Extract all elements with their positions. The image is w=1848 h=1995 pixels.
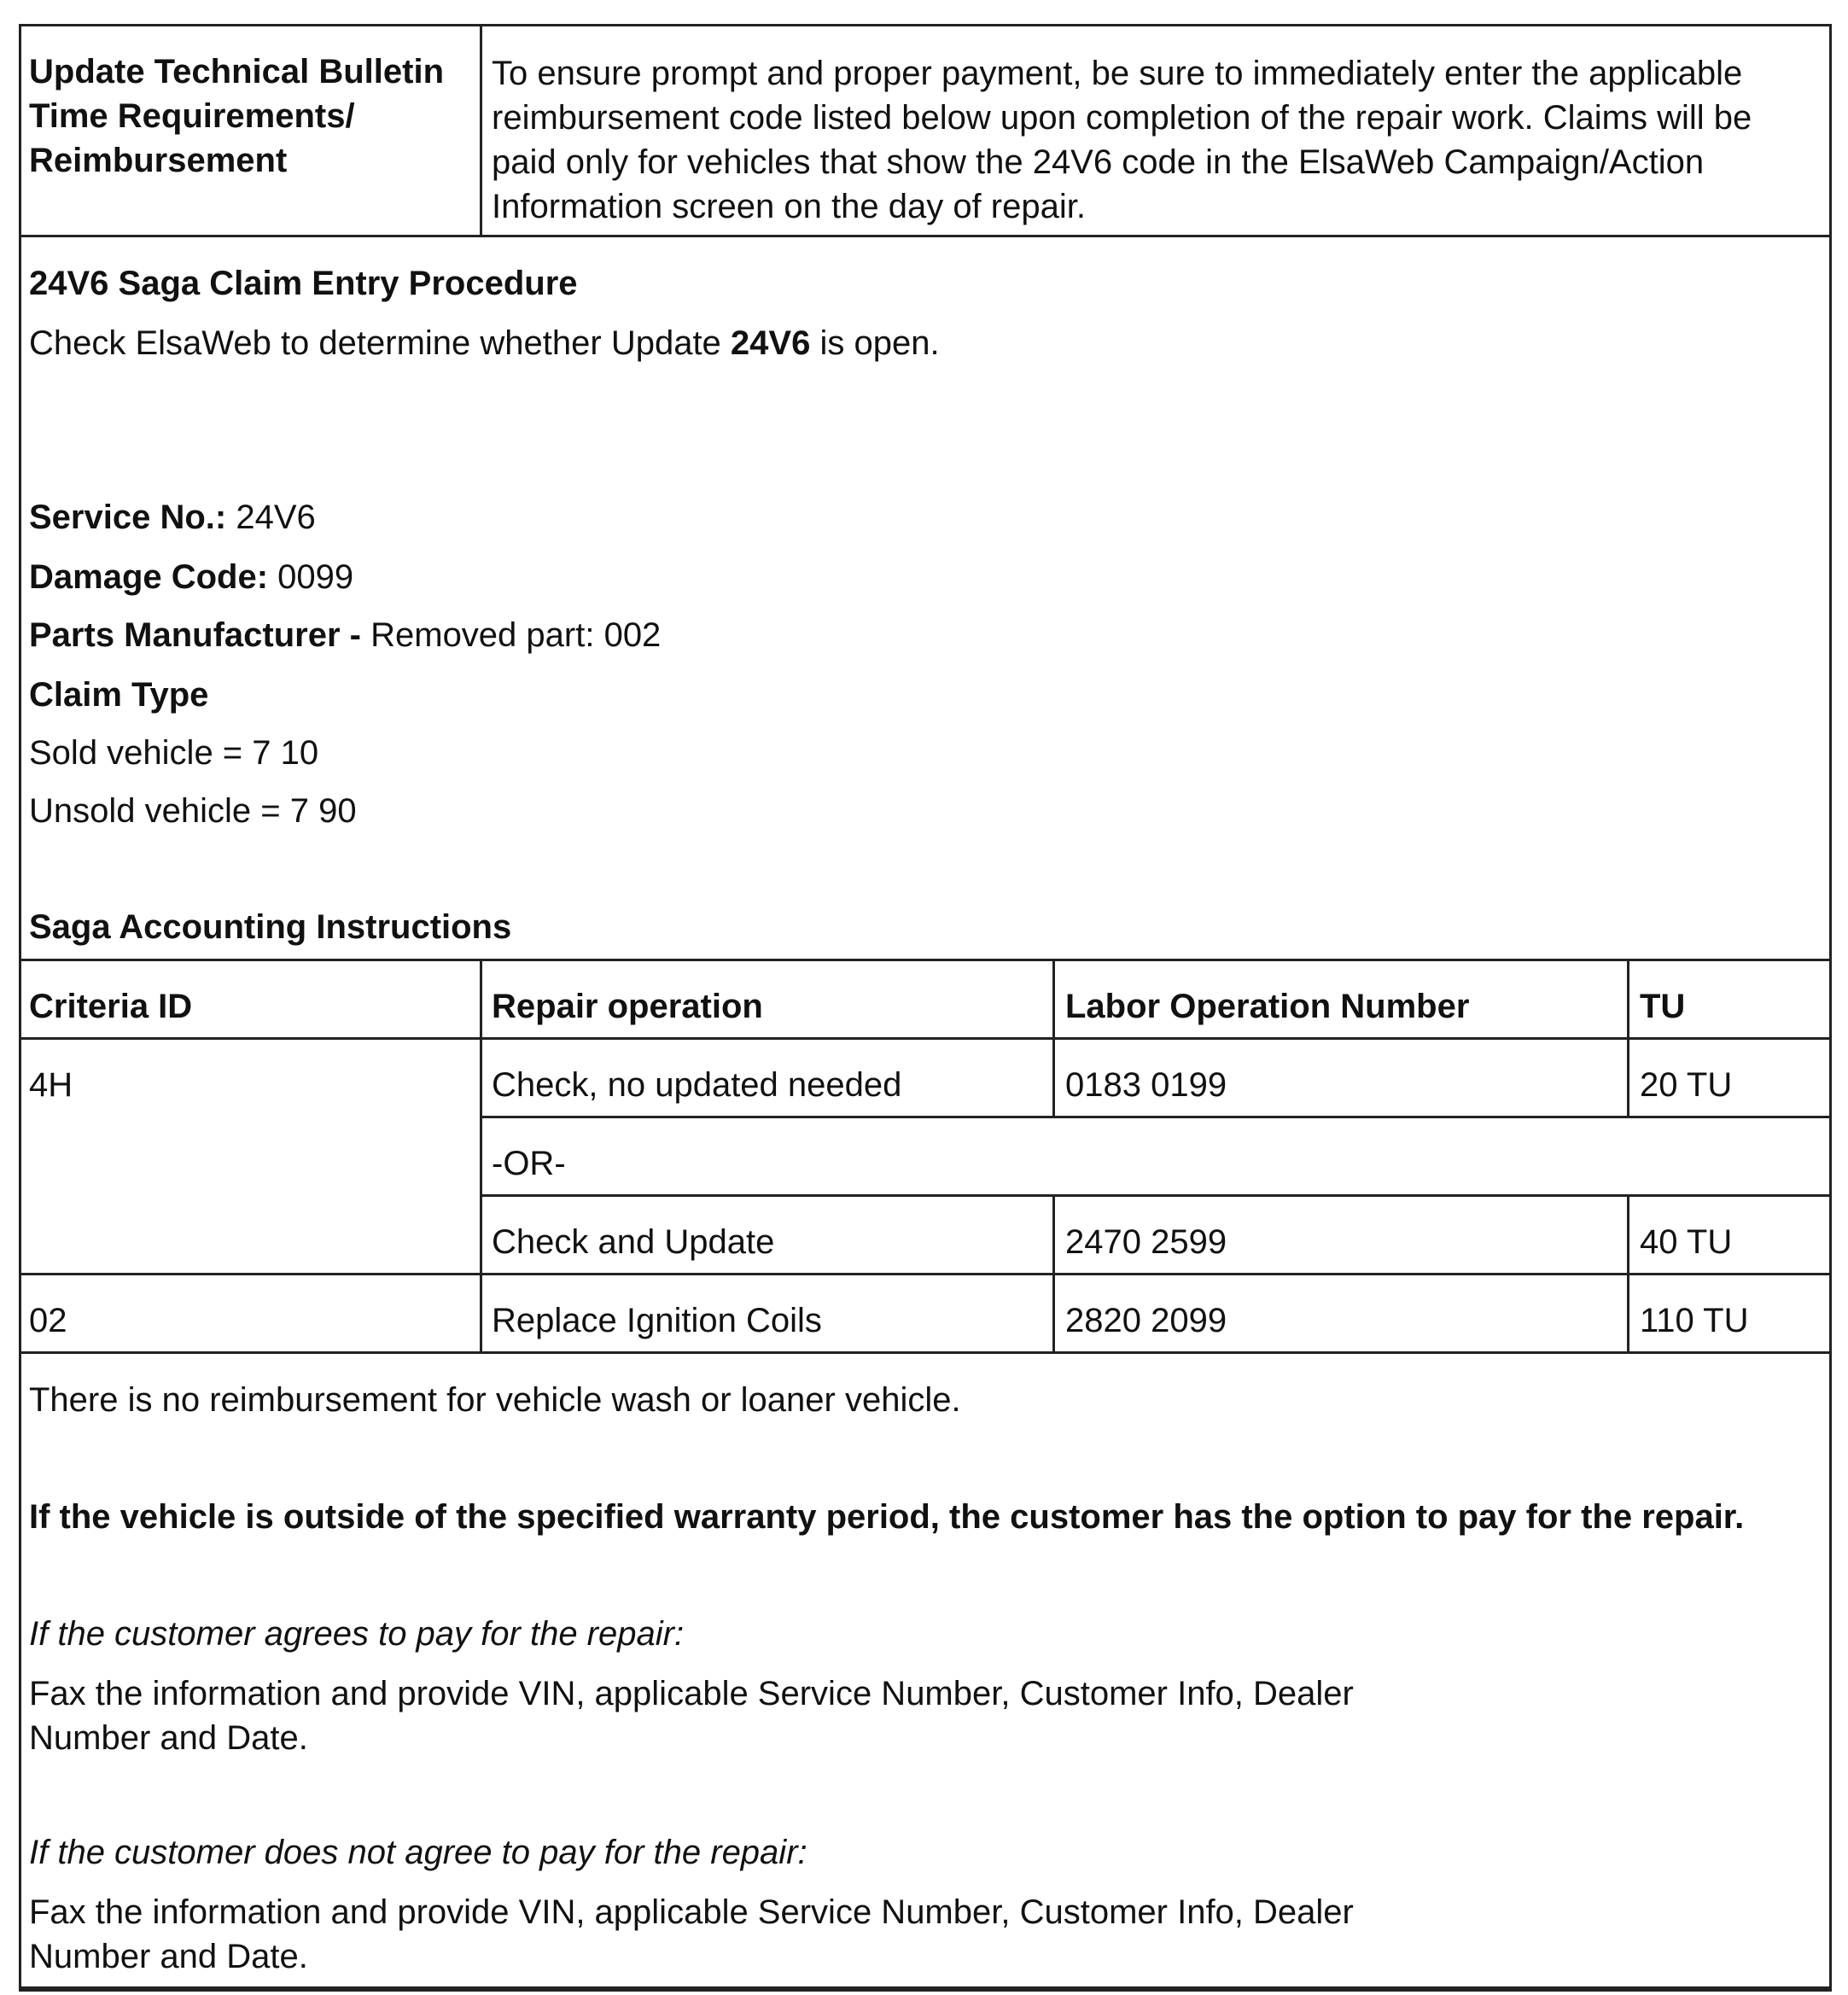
agrees-heading: If the customer agrees to pay for the repair: <box>29 1615 685 1653</box>
header-text-line-4: Information screen on the day of repair. <box>492 188 1086 225</box>
sold-vehicle-line: Sold vehicle = 7 10 <box>29 734 319 772</box>
no-reimbursement-note: There is no reimbursement for vehicle wash or loaner vehicle. <box>29 1381 961 1419</box>
bottom-border <box>19 1989 1832 1992</box>
parts-label: Parts Manufacturer - <box>29 616 371 654</box>
warranty-note: If the vehicle is outside of the specified warranty period, the customer has the option to pay for the repair. <box>29 1498 1745 1536</box>
damage-value: 0099 <box>268 558 354 596</box>
parts-value: Removed part: 002 <box>370 616 662 654</box>
or-separator: -OR- <box>492 1145 566 1182</box>
group-divider <box>19 1273 1832 1275</box>
row1-tu: 20 TU <box>1640 1066 1733 1104</box>
check-elsaweb-line <box>29 321 940 365</box>
header-text-line-3: paid only for vehicles that show the 24V6 code in the ElsaWeb Campaign/Action <box>492 143 1705 181</box>
row3-tu: 110 TU <box>1640 1302 1749 1339</box>
row1-operation: Check, no updated needed <box>492 1066 902 1104</box>
row2-labor: 2470 2599 <box>1065 1223 1227 1261</box>
parts-manufacturer-line <box>29 613 661 657</box>
accounting-heading: Saga Accounting Instructions <box>29 908 512 946</box>
claim-type-label: Claim Type <box>29 676 209 714</box>
row2-operation: Check and Update <box>492 1223 775 1261</box>
header-text-line-2: reimbursement code listed below upon completion of the repair work. Claims will be <box>492 99 1752 137</box>
damage-code-line <box>29 555 353 599</box>
service-number-line <box>29 495 316 540</box>
col-header-repair-operation: Repair operation <box>492 988 763 1025</box>
header-column-divider <box>480 24 482 237</box>
table-header-divider <box>19 1037 1832 1040</box>
table-column-divider-2 <box>1052 959 1055 1118</box>
row2-tu: 40 TU <box>1640 1223 1733 1261</box>
check-prefix: Check ElsaWeb to determine whether Update <box>29 324 731 362</box>
row1-labor: 0183 0199 <box>1065 1066 1227 1104</box>
service-label: Service No.: <box>29 499 227 536</box>
not-agree-heading: If the customer does not agree to pay for the repair: <box>29 1834 807 1871</box>
unsold-vehicle-line: Unsold vehicle = 7 90 <box>29 792 357 830</box>
table-column-divider-1 <box>480 959 482 1354</box>
col-header-labor-number: Labor Operation Number <box>1065 988 1470 1025</box>
header-divider <box>19 235 1832 237</box>
header-title-line-2: Time Requirements/ <box>29 97 355 135</box>
service-value: 24V6 <box>226 499 316 536</box>
table-column-divider-3 <box>1627 959 1629 1118</box>
check-code: 24V6 <box>730 324 811 362</box>
not-agree-line-1: Fax the information and provide VIN, applicable Service Number, Customer Info, Dealer <box>29 1893 1354 1931</box>
procedure-heading: 24V6 Saga Claim Entry Procedure <box>29 265 578 302</box>
not-agree-line-2: Number and Date. <box>29 1938 308 1975</box>
col-header-criteria: Criteria ID <box>29 988 193 1025</box>
col-header-tu: TU <box>1640 988 1686 1025</box>
table-column-divider-2b <box>1052 1194 1055 1354</box>
row3-labor: 2820 2099 <box>1065 1302 1227 1339</box>
agrees-line-1: Fax the information and provide VIN, applicable Service Number, Customer Info, Dealer <box>29 1675 1354 1712</box>
damage-label: Damage Code: <box>29 558 269 596</box>
table-bottom-border <box>19 1351 1832 1354</box>
row3-criteria: 02 <box>29 1302 67 1339</box>
agrees-line-2: Number and Date. <box>29 1719 308 1757</box>
header-title-line-3: Reimbursement <box>29 142 288 179</box>
table-column-divider-3b <box>1627 1194 1629 1354</box>
row3-operation: Replace Ignition Coils <box>492 1302 822 1339</box>
row1-criteria: 4H <box>29 1066 73 1104</box>
table-top-border <box>19 959 1832 961</box>
check-suffix: is open. <box>810 324 940 362</box>
header-text-line-1: To ensure prompt and proper payment, be sure to immediately enter the applicable <box>492 55 1743 92</box>
header-title-line-1: Update Technical Bulletin <box>29 53 444 90</box>
